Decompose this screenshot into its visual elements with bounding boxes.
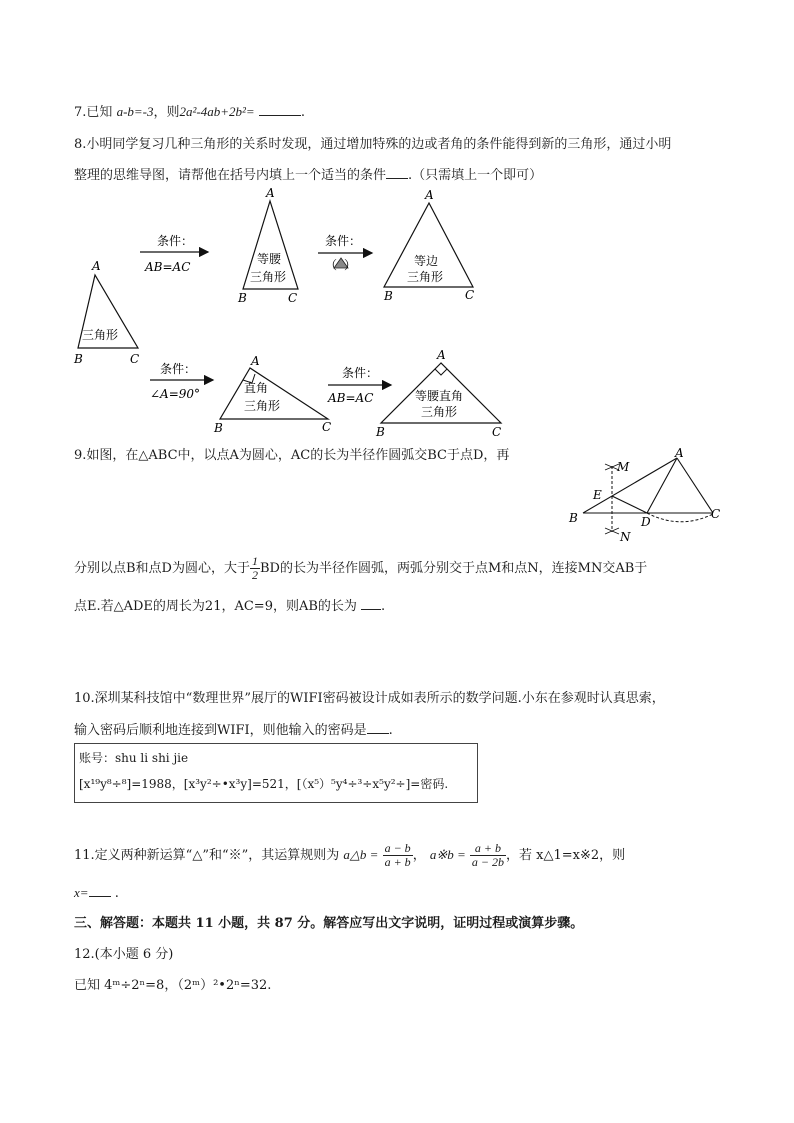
q11-fraction-2 (470, 842, 506, 869)
q10-line-2-text: 输入密码后顺利地连接到WIFI，则他输入的密码是 (74, 723, 367, 738)
base-vertex-a: A (92, 259, 101, 273)
question-7 (74, 103, 305, 122)
q7-text-then: ，则 (153, 105, 180, 120)
q11-op-star: a※b = (429, 847, 466, 862)
iso-right-angle-marker (435, 369, 447, 375)
q11-comma: ， (412, 848, 426, 863)
q11-period: . (114, 886, 119, 901)
iso-label-2: 三角形 (250, 270, 287, 284)
q7-text: 已知 (86, 105, 113, 120)
q10-line-2 (74, 721, 393, 740)
q9-geometry-figure (565, 448, 725, 543)
q9-fraction-half (250, 555, 260, 582)
q9-line-3-text: 点E.若△ADE的周长为21，AC=9，则AB的长为 (74, 599, 357, 614)
q7-condition: a-b=-3 (116, 104, 154, 119)
isor-vertex-a: A (437, 348, 446, 362)
q9-frac-den: 2 (251, 568, 258, 582)
q8-answer-blank[interactable] (386, 166, 408, 179)
base-triangle-label: 三角形 (82, 328, 119, 342)
q12-text: 已知 4ᵐ÷2ⁿ=8，（2ᵐ）²•2ⁿ=32. (74, 978, 272, 993)
iso-label-1: 等腰 (257, 252, 282, 266)
arrow2-condition-label: 条件： (325, 234, 362, 248)
q11-op-delta: a△b = (343, 847, 379, 862)
arrow1-condition: AB=AC (145, 260, 191, 274)
q11-text-a: 11.定义两种新运算“△”和“※”，其运算规则为 (74, 848, 340, 863)
point-a: A (675, 448, 684, 460)
arrow3-condition-label: 条件： (160, 362, 197, 376)
eq-label-1: 等边 (414, 254, 439, 268)
q10-line-1: 10.深圳某科技馆中“数理世界”展厅的WIFI密码被设计成如表所示的数学问题.小东在参观时认真思索， (74, 691, 665, 706)
q11-text-b: ，若 x△1=x※2，则 (506, 848, 626, 863)
isor-vertex-b: B (376, 425, 385, 439)
q10-period: . (388, 723, 393, 738)
q11-x-equals: x= (74, 885, 89, 900)
point-d: D (641, 515, 651, 529)
isor-label-1: 等腰直角 (415, 389, 464, 403)
q11-f2-den: a − 2b (471, 855, 505, 869)
q9-frac-num: 1 (251, 554, 258, 568)
base-vertex-c: C (130, 352, 140, 366)
q8-line-1: 8.小明同学复习几种三角形的关系时发现，通过增加特殊的边或者角的条件能得到新的三角形，通过小明 (74, 137, 672, 152)
point-e: E (593, 488, 602, 502)
q9-answer-blank[interactable] (361, 597, 381, 610)
segment-ed (612, 496, 647, 513)
isor-vertex-c: C (492, 425, 502, 439)
q9-line-3 (74, 597, 385, 616)
arrow1-condition-label: 条件： (157, 234, 194, 248)
q11-f1-num: a − b (384, 841, 411, 855)
wifi-puzzle: [x¹⁹y⁸÷⁸]=1988，[x³y²÷•x³y]=521，[（x⁵）⁵y⁴÷³÷x⁵y²÷]=密码. (79, 777, 449, 791)
base-vertex-b: B (74, 352, 83, 366)
right-vertex-a: A (251, 354, 260, 368)
eq-label-2: 三角形 (407, 270, 444, 284)
q9-line-2 (74, 555, 647, 582)
q12-title: 12.(本小题 6 分) (74, 947, 174, 962)
isor-label-2: 三角形 (421, 405, 458, 419)
point-m: M (617, 460, 630, 474)
q8-mind-map-diagram (60, 185, 540, 445)
q11-f1-den: a + b (384, 855, 411, 869)
q7-number: 7. (74, 105, 87, 120)
arc-dc (647, 513, 713, 522)
q8-line-2-text: 整理的思维导图，请帮他在括号内填上一个适当的条件 (74, 168, 387, 183)
right-vertex-b: B (214, 421, 223, 435)
q10-answer-blank[interactable] (367, 721, 389, 734)
q7-answer-blank[interactable] (259, 103, 301, 116)
point-b: B (569, 511, 578, 525)
point-c: C (711, 507, 721, 521)
q9-period: . (381, 599, 386, 614)
q8-line-2 (74, 166, 542, 185)
q7-expression: 2a²-4ab+2b²= (179, 104, 255, 119)
eq-vertex-a: A (425, 188, 434, 202)
q9-line-1: 9.如图，在△ABC中，以点A为圆心，AC的长为半径作圆弧交BC于点D，再 (74, 448, 510, 463)
right-label-1: 直角 (244, 381, 269, 395)
q8-line-2-end: .（只需填上一个即可） (408, 168, 543, 183)
q7-period: . (300, 105, 305, 120)
right-label-2: 三角形 (244, 399, 281, 413)
iso-vertex-b: B (238, 291, 247, 305)
q11-fraction-1 (383, 842, 413, 869)
iso-vertex-c: C (288, 291, 298, 305)
arrow4-condition: AB=AC (328, 391, 374, 405)
eq-vertex-c: C (465, 288, 475, 302)
eq-vertex-b: B (384, 289, 393, 303)
arrow2-paren-close: ） (344, 258, 357, 272)
q11-f2-num: a + b (470, 842, 506, 856)
arrow2-paren-open: （ (325, 258, 338, 272)
q11-line-1 (74, 838, 625, 873)
q9-line-2-a: 分别以点B和点D为圆心，大于 (74, 561, 250, 576)
iso-vertex-a: A (266, 186, 275, 200)
arrow4-condition-label: 条件： (342, 366, 379, 380)
right-vertex-c: C (322, 420, 332, 434)
section-3-heading: 三、解答题：本题共 11 小题，共 87 分。解答应写出文字说明，证明过程或演算步骤。 (74, 916, 584, 931)
wifi-account: 账号：shu li shi jie (79, 751, 189, 765)
arrow3-condition: ∠A=90° (150, 387, 201, 401)
q9-line-2-b: BD的长为半径作圆弧，两弧分别交于点M和点N，连接MN交AB于 (259, 561, 648, 576)
segment-ac (677, 458, 713, 513)
point-n: N (620, 530, 631, 543)
q11-line-2 (74, 884, 119, 903)
q11-answer-blank[interactable] (89, 884, 111, 897)
wifi-password-box (74, 743, 478, 803)
